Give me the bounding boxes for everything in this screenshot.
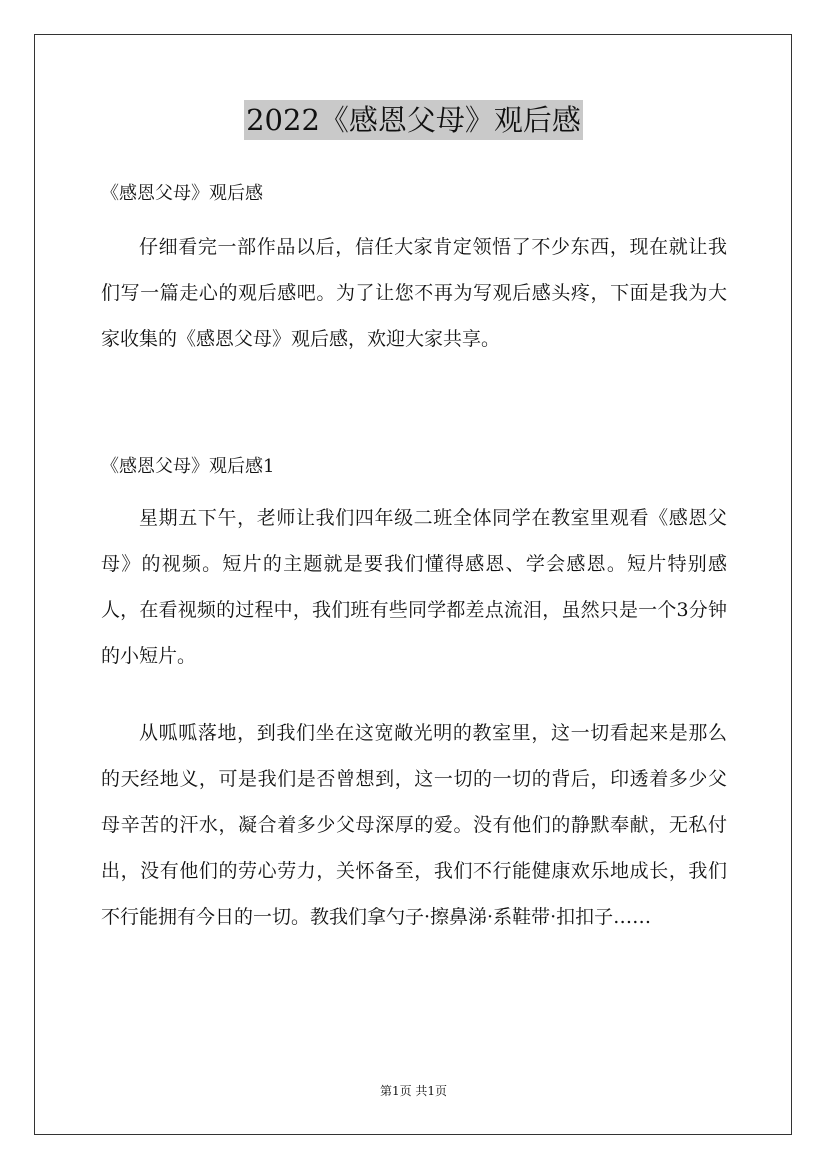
section-1-paragraph-2: 从呱呱落地，到我们坐在这宽敞光明的教室里，这一切看起来是那么的天经地义，可是我们是否曾想到，这一切的一切的背后，印透着多少父母辛苦的汗水，凝合着多少父母深厚的爱。没有他们的静默奉献，无私付出，没有他们的劳心劳力，关怀备至，我们不行能健康欢乐地成长，我们不行能拥有今日的一切。教我们拿勺子·擦鼻涕·系鞋带·扣扣子……	[101, 722, 727, 928]
section-1-paragraph-1: 星期五下午，老师让我们四年级二班全体同学在教室里观看《感恩父母》的视频。短片的主题就是要我们懂得感恩、学会感恩。短片特别感人，在看视频的过程中，我们班有些同学都差点流泪，虽然只是一个3分钟的小短片。	[101, 507, 727, 667]
document-title-text: 2022《感恩父母》观后感	[244, 100, 583, 140]
page-footer: 第1页 共1页	[379, 1084, 448, 1098]
section-1-heading: 《感恩父母》观后感1	[101, 456, 275, 477]
intro-paragraph: 仔细看完一部作品以后，信任大家肯定领悟了不少东西，现在就让我们写一篇走心的观后感吧。为了让您不再为写观后感头疼，下面是我为大家收集的《感恩父母》观后感，欢迎大家共享。	[101, 236, 727, 350]
document-title	[0, 100, 827, 140]
document-subtitle: 《感恩父母》观后感	[101, 183, 263, 204]
